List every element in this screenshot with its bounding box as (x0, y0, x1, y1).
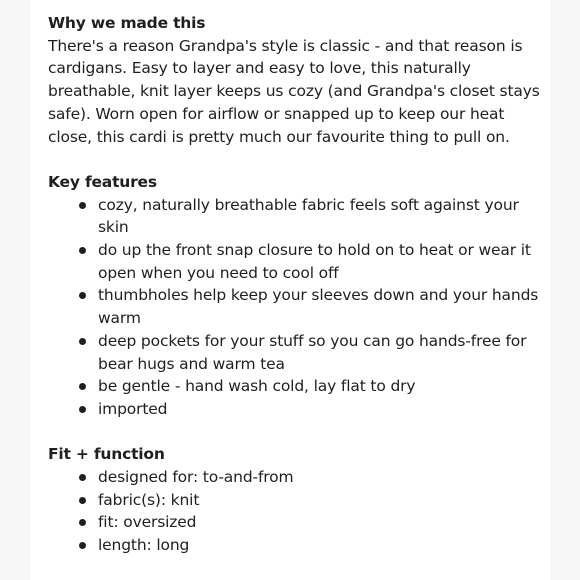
feature-text: thumbholes help keep your sleeves down and your hands warm (98, 286, 539, 328)
feature-text: imported (98, 399, 168, 418)
fit-text: length: long (98, 536, 190, 555)
fit-text: designed for: to-and-from (98, 468, 294, 487)
bullet-icon (79, 497, 86, 504)
bullet-icon (79, 247, 86, 254)
list-item (48, 466, 548, 489)
bullet-icon (79, 292, 86, 299)
feature-text: deep pockets for your stuff so you can go hands-free for bear hugs and warm tea (98, 331, 527, 373)
why-we-made-this-section (48, 12, 548, 148)
feature-text: cozy, naturally breathable fabric feels soft against your skin (98, 195, 519, 237)
feature-text: do up the front snap closure to hold on to heat or wear it open when you need to cool off (98, 241, 531, 282)
why-heading: Why we made this (48, 14, 206, 32)
list-item (48, 511, 548, 534)
bullet-icon (79, 202, 86, 209)
list-item (48, 284, 548, 329)
list-item (48, 239, 548, 284)
list-item (48, 489, 548, 512)
fit-function-list (48, 466, 548, 557)
fit-function-section (48, 443, 548, 557)
list-item (48, 398, 548, 421)
list-item (48, 534, 548, 557)
list-item (48, 194, 548, 239)
fit-text: fabric(s): knit (98, 490, 200, 509)
why-body: There's a reason Grandpa's style is classic - and that reason is cardigans. Easy to layer and easy to love, this naturally breathable, knit layer keeps us cozy (and Grandpa's closet stays safe). Worn open for airflow or snapped up to keep our heat close, this cardi is pretty much our favourite thing to pull on. (48, 36, 540, 146)
list-item (48, 330, 548, 375)
list-item (48, 375, 548, 398)
product-description (48, 12, 548, 557)
fit-heading: Fit + function (48, 445, 165, 464)
fit-text: fit: oversized (98, 513, 197, 532)
key-features-heading: Key features (48, 172, 157, 191)
bullet-icon (79, 383, 86, 390)
bullet-icon (79, 542, 86, 549)
feature-text: be gentle - hand wash cold, lay flat to dry (98, 377, 416, 396)
bullet-icon (79, 338, 86, 345)
key-features-list (48, 194, 548, 421)
bullet-icon (79, 474, 86, 481)
bullet-icon (79, 519, 86, 526)
bullet-icon (79, 406, 86, 413)
key-features-section (48, 171, 548, 421)
